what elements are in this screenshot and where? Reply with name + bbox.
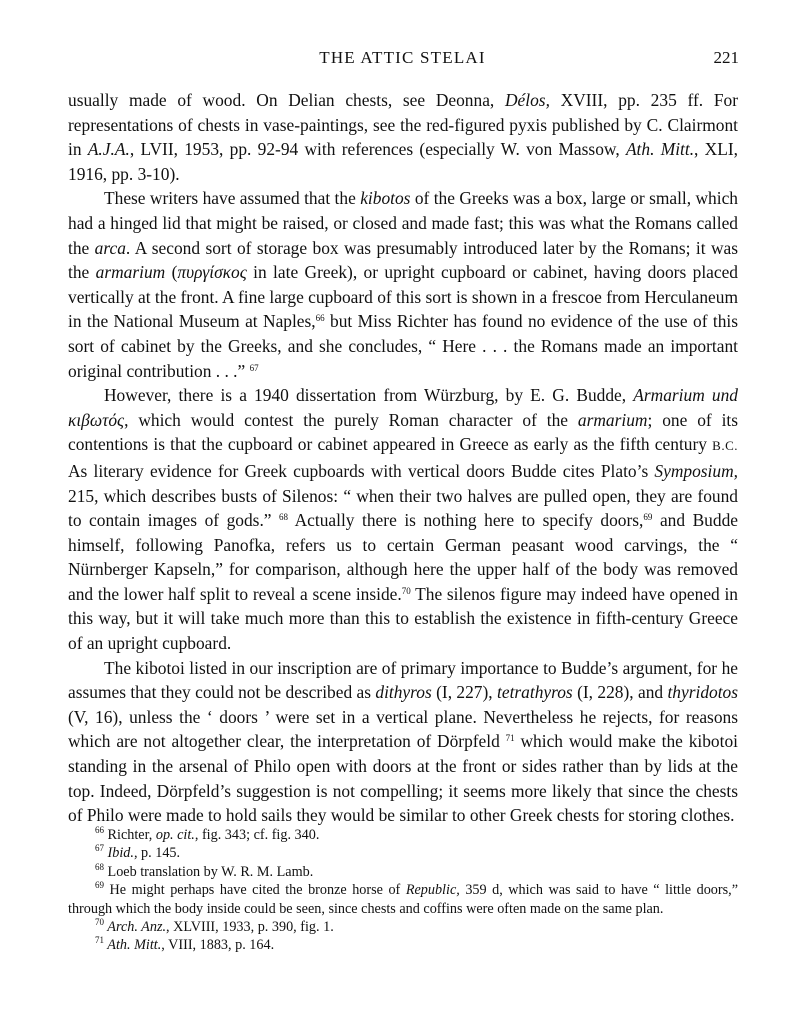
text-run: (I, 227), — [431, 682, 498, 703]
paragraph-continued — [68, 88, 738, 186]
main-text — [68, 88, 738, 828]
text-run: The kibotoi listed in our inscription are of primary importance to Budde’s argument, for he assumes that they could not be described as — [68, 657, 738, 703]
italic-run: Ath. Mitt. — [625, 139, 695, 160]
text-run: , fig. 343; cf. fig. 340. — [194, 827, 320, 843]
text-run: and Budde himself, following Panofka, refers us to certain German peasant wood carvings, the “ Nürnberger Kapseln,” for comparison, although here the upper half of the body was removed and the lower half split to reveal a scene inside. — [68, 510, 738, 604]
text-run: usually made of wood. On Delian chests, see Deonna, — [68, 90, 505, 110]
footnote-66 — [68, 826, 738, 844]
italic-run: Armarium und — [633, 385, 738, 406]
italic-run: dithyros — [375, 682, 432, 703]
italic-run: kibotos — [360, 188, 411, 209]
footnotes — [68, 826, 738, 955]
text-run: ; one of its contentions is that the cupboard or cabinet appeared in Greece as early as the fifth century — [68, 409, 739, 455]
italic-run: thyridotos — [667, 682, 738, 703]
footnote-69 — [68, 881, 738, 918]
italic-run: op. cit. — [155, 827, 195, 843]
footnote-70 — [68, 918, 738, 936]
paragraph-kibotoi — [68, 656, 738, 828]
italic-run: Ibid. — [104, 845, 134, 862]
text-run: These writers have assumed that the — [104, 188, 361, 209]
text-run: but Miss Richter has found no evidence of the use of this sort of cabinet by the Greeks, and she concludes, “ Here . . . the Romans made an important original contribution . . .” — [68, 311, 738, 381]
paragraph-kibotos — [68, 186, 738, 383]
footnote-number: 66 — [95, 825, 104, 835]
text-run: in late Greek), or upright cupboard or cabinet, having doors placed vertically at the front. A fine large cupboard of this sort is shown in a frescoe from Herculaneum in the National Museum at Naples, — [68, 262, 739, 332]
small-caps-run: B.C. — [712, 438, 738, 454]
text-run: Loeb translation by W. R. M. Lamb. — [104, 863, 314, 880]
text-run: (I, 228), and — [572, 682, 668, 703]
text-run: , which would contest the purely Roman character of the — [124, 409, 578, 430]
footnote-number: 70 — [95, 917, 104, 928]
italic-run: Délos, — [505, 90, 550, 110]
paragraph-budde — [68, 383, 738, 656]
text-run: Richter, — [104, 827, 156, 843]
italic-run: Ath. Mitt. — [104, 937, 162, 954]
footnote-71 — [68, 936, 738, 954]
text-run: The silenos figure may indeed have opened in this way, but it will take much more than this to establish the existence in fifth-century Greece of an upright cupboard. — [68, 583, 738, 654]
text-run: XVIII, pp. 235 ff. For representations of chests in vase-paintings, see the red-figured pyxis published by C. Clairmont in — [68, 90, 738, 160]
italic-run: armarium — [95, 262, 166, 283]
footnote-ref-70[interactable]: 70 — [401, 585, 411, 596]
text-run: , p. 145. — [133, 845, 181, 862]
italic-run: A.J.A. — [87, 139, 130, 160]
footnote-ref-66[interactable]: 66 — [315, 313, 325, 324]
text-run: . A second sort of storage box was presumably introduced later by the Romans; it was the — [68, 237, 738, 283]
text-run: 359 d, which was said to have “ little doors,” through which the body inside could be seen, since chests and coffins were often made on the same plan. — [68, 882, 738, 917]
italic-run: tetrathyros — [497, 682, 573, 703]
text-run: , XLI, 1916, pp. 3-10). — [68, 139, 738, 184]
text-run: Actually there is nothing here to specify doors, — [288, 510, 644, 531]
text-run: ( — [165, 262, 178, 283]
italic-run: arca — [94, 237, 126, 258]
text-run: He might perhaps have cited the bronze horse of — [104, 882, 406, 899]
footnote-number: 67 — [95, 843, 104, 854]
text-run: , LVII, 1953, pp. 92-94 with references (especially W. von Massow, — [129, 139, 626, 160]
page-header — [0, 48, 805, 72]
running-title: THE ATTIC STELAI — [319, 48, 486, 67]
italic-run: armarium — [577, 409, 648, 430]
text-run: of the Greeks was a box, large or small, which had a hinged lid that might be raised, or closed and made fast; this was what the Romans called the — [68, 188, 738, 258]
footnote-ref-67[interactable]: 67 — [249, 362, 259, 373]
footnote-number: 71 — [95, 935, 104, 946]
text-run: , XLVIII, 1933, p. 390, fig. 1. — [166, 919, 334, 936]
text-run: 215, which describes busts of Silenos: “ when their two halves are pulled open, they are found to contain images of gods.” — [68, 485, 738, 531]
italic-run: Symposium, — [654, 460, 738, 481]
text-run: However, there is a 1940 dissertation from Würzburg, by E. G. Budde, — [104, 385, 634, 406]
footnote-ref-68[interactable]: 68 — [279, 512, 289, 523]
footnote-68 — [68, 863, 738, 881]
text-run: (V, 16), unless the ‘ doors ’ were set in a vertical plane. Nevertheless he rejects, for reasons which are not altogether clear, the interpretation of Dörpfeld — [68, 706, 738, 752]
footnote-ref-69[interactable]: 69 — [643, 512, 653, 523]
italic-run: Republic, — [405, 882, 460, 899]
text-run: , VIII, 1883, p. 164. — [161, 937, 275, 954]
italic-run: Arch. Anz. — [104, 919, 167, 936]
footnote-ref-71[interactable]: 71 — [505, 733, 515, 744]
page-number: 221 — [713, 48, 739, 67]
greek-word: πυργίσκος — [177, 262, 247, 283]
footnote-number: 69 — [95, 880, 104, 891]
footnote-number: 68 — [95, 861, 104, 872]
text-run: which would make the kibotoi standing in the arsenal of Philo open with doors at the front or sides rather than by lids at the top. Indeed, Dörpfeld’s suggestion is not compelling; it seems more likely that since the chests of Philo were made to hold sails they would be similar to other Greek chests for storing clothes. — [68, 731, 738, 826]
footnote-67 — [68, 844, 738, 862]
text-run: As literary evidence for Greek cupboards with vertical doors Budde cites Plato’s — [68, 460, 655, 481]
greek-word: κιβωτός — [68, 409, 125, 430]
